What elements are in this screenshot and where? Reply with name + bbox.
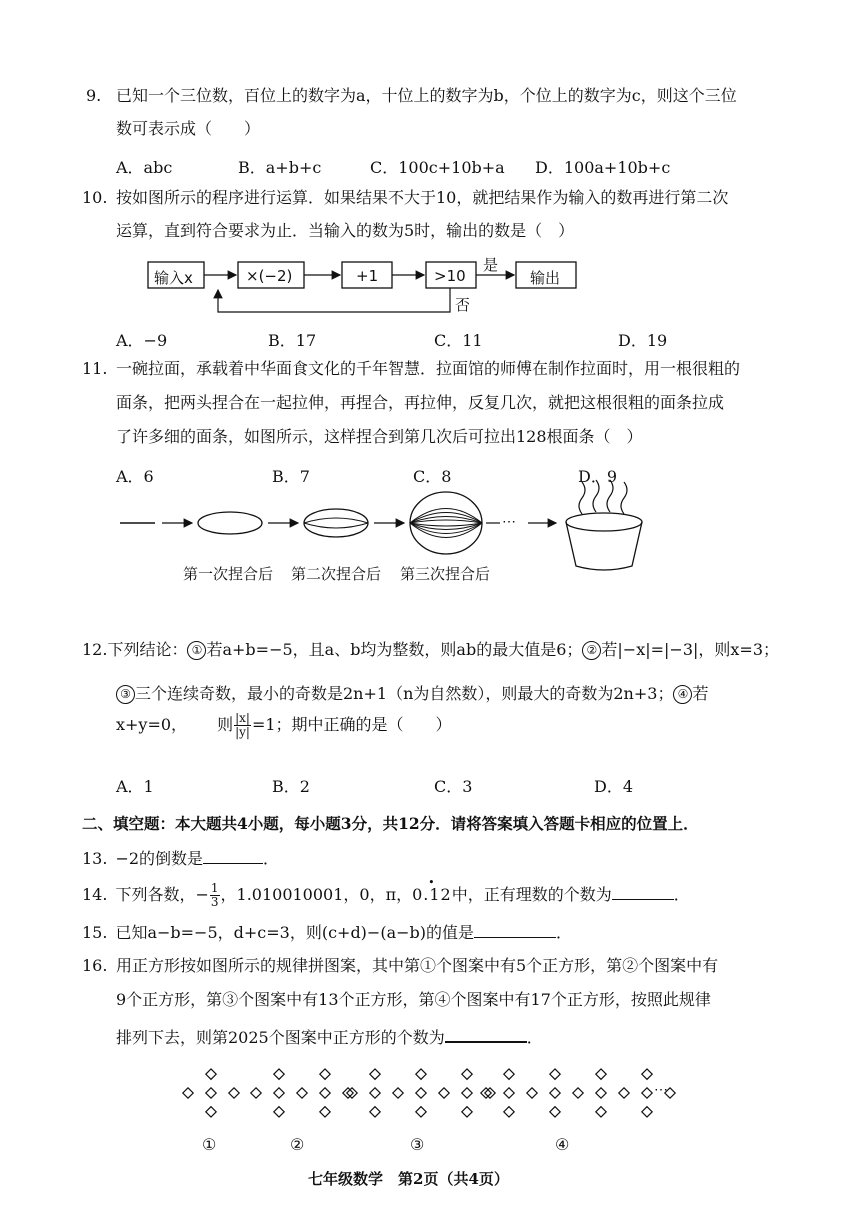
square-diamond	[550, 1088, 560, 1098]
q10-number: 10.	[82, 188, 108, 207]
q12-stmt3: 三个连续奇数，最小的奇数是2n+1（n为自然数），则最大的奇数为2n+3；	[135, 684, 674, 703]
q12-then: 则	[217, 715, 234, 734]
square-diamond	[596, 1069, 606, 1079]
flow-add-label: +1	[356, 267, 379, 285]
q12-stmt1: 若a+b=−5，且a、b均为整数，则ab的最大值是6；	[206, 640, 583, 659]
square-diamond	[485, 1088, 495, 1098]
q11-option-d: D．9	[578, 467, 618, 486]
one-third-fraction: $\frac{1}{3}$	[210, 881, 219, 909]
diamond-pattern-1	[183, 1069, 239, 1117]
repeating-decimal: • 0.12	[412, 882, 452, 908]
square-diamond	[347, 1088, 357, 1098]
q11-line1: 一碗拉面，承载着中华面食文化的千年智慧．拉面馆的师傅在制作拉面时，用一根很粗的	[116, 359, 741, 378]
section-2-heading: 二、填空题：本大题共4小题，每小题3分，共12分．请将答案填入答题卡相应的位置上．	[82, 814, 699, 833]
square-diamond	[550, 1107, 560, 1117]
square-diamond	[573, 1088, 583, 1098]
q12-stmt4-start: 若	[692, 684, 709, 703]
q14-text-c: 中，正有理数的个数为	[451, 885, 612, 904]
square-diamond	[370, 1088, 380, 1098]
square-diamond	[229, 1088, 239, 1098]
square-diamond	[343, 1088, 353, 1098]
square-diamond	[462, 1088, 472, 1098]
q10-option-a: A．−9	[116, 331, 168, 350]
square-diamond	[596, 1088, 606, 1098]
square-diamond	[274, 1088, 284, 1098]
flow-output-label: 输出	[530, 269, 561, 287]
q11-option-b: B．7	[272, 467, 310, 486]
q12-number: 12.	[82, 640, 108, 659]
q16-number: 16.	[82, 956, 108, 975]
square-diamond	[370, 1069, 380, 1079]
q11-option-a: A．6	[116, 467, 154, 486]
square-diamond	[462, 1107, 472, 1117]
square-diamond	[504, 1088, 514, 1098]
q9-option-a: A．abc	[116, 158, 173, 177]
q10-option-b: B．17	[268, 331, 317, 350]
q12-option-c: C．3	[434, 777, 473, 796]
q12-tail: =1；期中正确的是（ ）	[251, 715, 452, 734]
pattern-label-1: ①	[202, 1135, 217, 1154]
caption-second: 第二次捏合后	[291, 565, 382, 583]
q16-line1: 用正方形按如图所示的规律拼图案，其中第①个图案中有5个正方形，第②个图案中有	[116, 956, 719, 975]
q16-line3-text: 排列下去，则第2025个图案中正方形的个数为	[116, 1028, 445, 1047]
square-diamond	[439, 1088, 449, 1098]
q12-option-b: B．2	[272, 777, 310, 796]
abs-fraction: $\frac{|x|}{|y|}$	[235, 711, 250, 739]
square-diamond	[320, 1107, 330, 1117]
square-diamond	[206, 1069, 216, 1079]
square-diamond	[416, 1107, 426, 1117]
flow-yes-label: 是	[483, 256, 499, 274]
square-diamond	[251, 1088, 261, 1098]
q12-option-d: D．4	[594, 777, 634, 796]
square-diamond	[642, 1107, 652, 1117]
caption-third: 第三次捏合后	[400, 565, 491, 583]
square-diamond	[619, 1088, 629, 1098]
caption-first: 第一次捏合后	[183, 565, 274, 583]
circled-2: ②	[582, 641, 601, 660]
q16-line2: 9个正方形，第③个图案中有13个正方形，第④个图案中有17个正方形，按照此规律	[116, 990, 711, 1009]
noodle-ellipsis: ⋯	[502, 514, 516, 530]
pattern-label-2: ②	[290, 1135, 305, 1154]
q9-number: 9.	[86, 86, 102, 105]
square-diamond	[462, 1069, 472, 1079]
diamond-pattern-4	[481, 1069, 675, 1117]
q11-number: 11.	[82, 359, 108, 378]
pattern-label-3: ③	[410, 1135, 425, 1154]
square-diamond	[642, 1069, 652, 1079]
q9-option-d: D．100a+10b+c	[535, 158, 671, 177]
square-diamond	[416, 1088, 426, 1098]
flow-no-label: 否	[455, 296, 471, 314]
square-diamond	[527, 1088, 537, 1098]
square-diamond	[504, 1069, 514, 1079]
q9-line2: 数可表示成（ ）	[116, 119, 261, 138]
square-diamond	[550, 1069, 560, 1079]
square-diamond	[370, 1107, 380, 1117]
q12-condition: x+y=0，	[116, 715, 188, 734]
q10-line2: 运算，直到符合要求为止．当输入的数为5时，输出的数是（ ）	[116, 221, 575, 240]
q12-stmt2: 若|−x|=|−3|，则x=3；	[601, 640, 780, 659]
flow-compare-label: >10	[434, 267, 466, 285]
flow-multiply-label: ×(−2)	[246, 267, 293, 285]
flow-input-label: 输入x	[154, 269, 193, 287]
square-diamond	[206, 1088, 216, 1098]
q14-minus: −	[195, 885, 209, 904]
square-diamond	[481, 1088, 491, 1098]
q13-period: ．	[263, 849, 280, 868]
square-diamond	[206, 1107, 216, 1117]
q14-number: 14.	[82, 885, 108, 904]
q11-option-c: C．8	[413, 467, 452, 486]
q9-option-b: B．a+b+c	[238, 158, 322, 177]
q11-line2: 面条，把两头捏合在一起拉伸，再捏合，再拉伸，反复几次，就把这根很粗的面条拉成	[116, 393, 725, 412]
q14-text-b: ，1.010010001，0，π，	[220, 885, 413, 904]
q10-option-c: C．11	[434, 331, 483, 350]
pattern-label-4: ④	[555, 1135, 570, 1154]
q13-text: −2的倒数是	[115, 849, 204, 868]
q10-line1: 按如图所示的程序进行运算．如果结果不大于10，就把结果作为输入的数再进行第二次	[116, 188, 729, 207]
square-diamond	[416, 1069, 426, 1079]
q12-intro: 下列结论：	[107, 640, 188, 659]
q9-option-c: C．100c+10b+a	[370, 158, 505, 177]
q10-option-d: D．19	[618, 331, 668, 350]
square-diamond	[393, 1088, 403, 1098]
circled-1: ①	[187, 641, 206, 660]
square-diamond	[596, 1107, 606, 1117]
square-diamond	[274, 1069, 284, 1079]
square-diamond	[642, 1088, 652, 1098]
q14-period: ．	[673, 885, 690, 904]
square-diamond	[320, 1088, 330, 1098]
circled-3: ③	[116, 685, 135, 704]
q13-number: 13.	[82, 849, 108, 868]
page-footer: 七年级数学 第2页（共4页）	[308, 1170, 509, 1188]
q15-number: 15.	[82, 923, 108, 942]
square-diamond	[504, 1107, 514, 1117]
q9-line1: 已知一个三位数，百位上的数字为a，十位上的数字为b，个位上的数字为c，则这个三位	[116, 86, 737, 105]
square-diamond	[183, 1088, 193, 1098]
pattern-ellipsis: ⋯	[654, 1082, 668, 1098]
diamond-pattern-2	[251, 1069, 353, 1117]
square-diamond	[297, 1088, 307, 1098]
q15-period: ．	[556, 923, 573, 942]
circled-4: ④	[673, 685, 692, 704]
q16-period: ．	[526, 1028, 543, 1047]
diamond-pattern-3	[347, 1069, 495, 1117]
square-diamond	[320, 1069, 330, 1079]
q14-text-a: 下列各数，	[115, 885, 196, 904]
q12-option-a: A．1	[116, 777, 154, 796]
q15-text: 已知a−b=−5，d+c=3，则(c+d)−(a−b)的值是	[115, 923, 475, 942]
square-diamond	[274, 1107, 284, 1117]
q11-line3: 了许多细的面条，如图所示，这样捏合到第几次后可拉出128根面条（ ）	[116, 427, 643, 446]
